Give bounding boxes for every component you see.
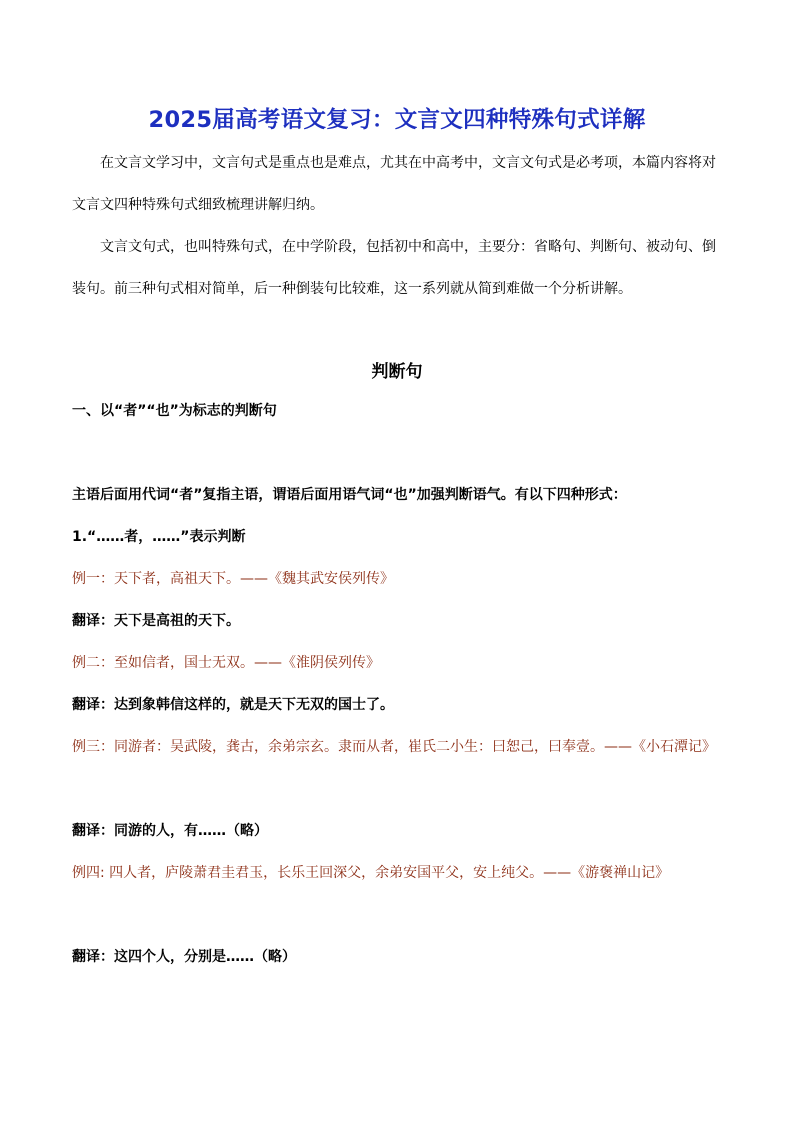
example-1: 例一：天下者，高祖天下。——《魏其武安侯列传》 [72,571,394,587]
translation-text: 达到象韩信这样的，就是天下无双的国士了。 [114,697,394,713]
translation-4 [72,936,722,978]
translation-text: 同游的人，有……（略） [114,823,268,839]
example-4: 例四: 四人者，庐陵萧君圭君玉，长乐王回深父，余弟安国平父，安上纯父。——《游褒禅山记》 [72,865,670,881]
translation-2 [72,684,722,726]
translation-label: 翻译： [72,949,114,965]
translation-label: 翻译： [72,823,114,839]
page-title: 2025届高考语文复习：文言文四种特殊句式详解 [148,107,646,133]
example-2: 例二：至如信者，国士无双。——《淮阴侯列传》 [72,655,380,671]
intro-rule: 主语后面用代词“者”复指主语，谓语后面用语气词“也”加强判断语气。有以下四种形式： [72,487,627,503]
form-heading: 1.“……者，……”表示判断 [72,529,246,545]
example-3: 例三：同游者：吴武陵，龚古，余弟宗玄。隶而从者，崔氏二小生：曰恕己，曰奉壹。——《小石潭记》 [72,739,716,755]
translation-3 [72,810,722,852]
translation-text: 天下是高祖的天下。 [114,613,240,629]
translation-label: 翻译： [72,613,114,629]
intro-paragraph-2: 文言文句式，也叫特殊句式，在中学阶段，包括初中和高中，主要分：省略句、判断句、被动句、倒装句。前三种句式相对简单，后一种倒装句比较难，这一系列就从简到难做一个分析讲解。 [72,239,716,297]
subheading: 一、以“者”“也”为标志的判断句 [72,403,277,419]
translation-label: 翻译： [72,697,114,713]
translation-1 [72,600,722,642]
translation-text: 这四个人，分别是……（略） [114,949,296,965]
section-heading: 判断句 [371,362,423,382]
intro-paragraph-1: 在文言文学习中，文言句式是重点也是难点，尤其在中高考中，文言文句式是必考项，本篇内容将对文言文四种特殊句式细致梳理讲解归纳。 [72,155,716,213]
